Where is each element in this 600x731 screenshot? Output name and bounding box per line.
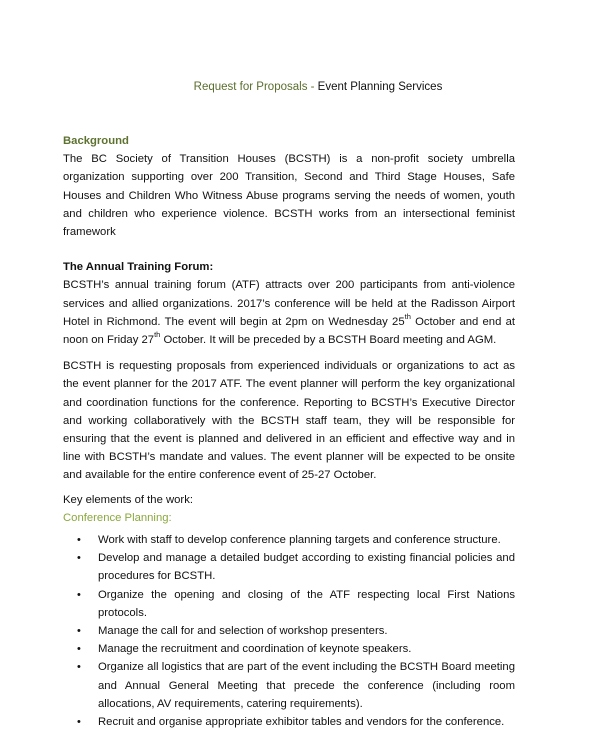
bullet-icon: • — [77, 625, 81, 638]
forum-p1-part-b: October and end at noon on Friday 27 — [63, 315, 515, 347]
list-item — [63, 586, 515, 622]
bullet-icon: • — [77, 588, 81, 601]
bullet-icon: • — [77, 643, 81, 656]
page-title — [0, 80, 600, 94]
forum-p1-part-c: October. It will be preceded by a BCSTH Board meeting and AGM. — [160, 334, 497, 347]
title-rest: Event Planning Services — [317, 81, 443, 93]
list-item-text: Develop and manage a detailed budget according to existing financial policies and procedures for BCSTH. — [98, 552, 515, 583]
list-item-text: Organize the opening and closing of the ATF respecting local First Nations protocols. — [98, 588, 515, 619]
ordinal-suffix: th — [154, 330, 161, 340]
list-item — [63, 549, 515, 585]
bullet-icon: • — [77, 661, 81, 674]
forum-paragraph-1 — [63, 276, 515, 349]
list-item-text: Manage the call for and selection of workshop presenters. — [98, 625, 388, 638]
bullet-icon: • — [77, 552, 81, 565]
list-item — [63, 640, 515, 658]
list-item — [63, 713, 515, 731]
list-item — [63, 531, 515, 549]
background-heading: Background — [63, 135, 129, 147]
background-paragraph: The BC Society of Transition Houses (BCSTH) is a non-profit society umbrella organization supporting over 200 Transition, Second and Third Stage Houses, Safe Houses and Children Who Witness Abuse programs serving the needs of women, youth and children who experience violence. BCSTH works from an intersectional feminist framework — [63, 153, 515, 239]
task-list — [63, 531, 515, 731]
list-item-text: Recruit and organise appropriate exhibitor tables and vendors for the conference. — [98, 716, 505, 729]
list-item-text: Manage the recruitment and coordination of keynote speakers. — [98, 643, 412, 656]
ordinal-suffix: th — [404, 312, 411, 322]
forum-heading: The Annual Training Forum: — [63, 261, 214, 274]
list-item-text: Organize all logistics that are part of the event including the BCSTH Board meeting and Annual General Meeting that precede the conference (including room allocations, AV requirements, catering requirements). — [98, 661, 515, 710]
conference-planning-heading: Conference Planning: — [63, 511, 172, 524]
list-item-text: Work with staff to develop conference planning targets and conference structure. — [98, 534, 501, 547]
document-body — [63, 132, 515, 731]
forum-p1-part-a: BCSTH’s annual training forum (ATF) attracts over 200 participants from anti-violence services and allied organizations. 2017’s conference will be held at the Radisson Airport Hotel in Richmond. The event will begin at 2pm on Wednesday 25 — [63, 279, 515, 328]
bullet-icon: • — [77, 534, 81, 547]
list-item — [63, 622, 515, 640]
list-item — [63, 658, 515, 713]
title-lead: Request for Proposals - — [193, 81, 318, 93]
forum-paragraph-2: BCSTH is requesting proposals from experienced individuals or organizations to act as the event planner for the 2017 ATF. The event planner will perform the key organizational and coordination functions for the conference. Reporting to BCSTH’s Executive Director and working collaboratively with the BCSTH staff team, they will be responsible for ensuring that the event is planned and delivered in an efficient and effective way and in line with BCSTH’s mandate and values. The event planner will be expected to be onsite and available for the entire conference event of 25-27 October. — [63, 360, 515, 482]
bullet-icon: • — [77, 716, 81, 729]
work-intro: Key elements of the work: — [63, 493, 193, 506]
